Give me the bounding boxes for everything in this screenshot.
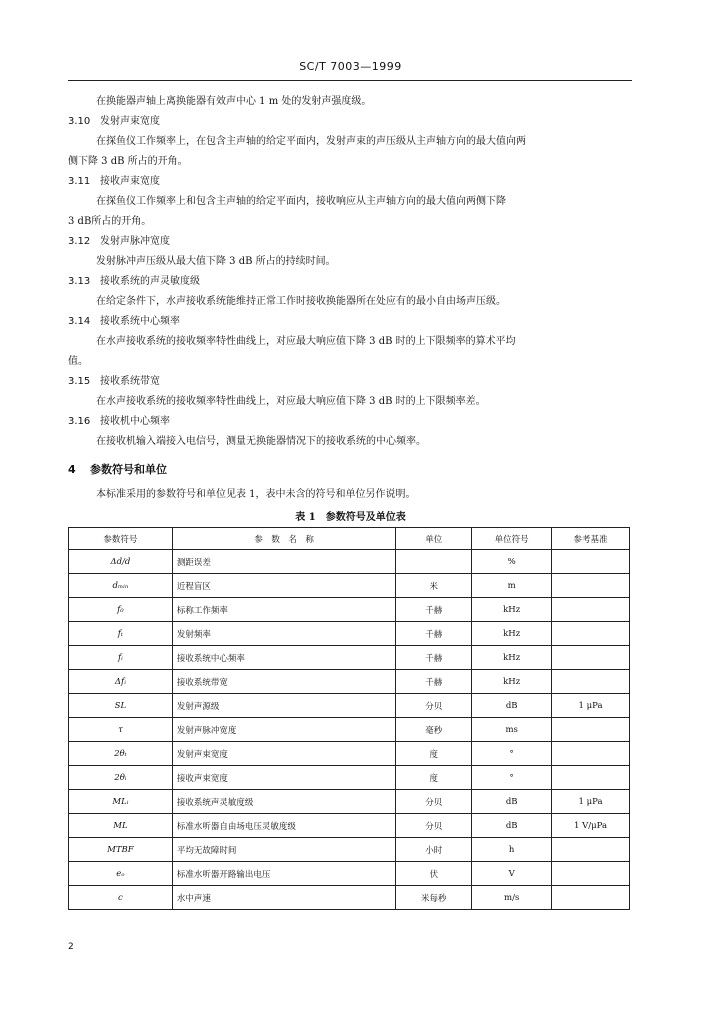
cell-name: 接收系统带宽 — [172, 670, 396, 694]
page-header: SC/T 7003—1999 — [299, 60, 402, 73]
col-header-reference: 参考基准 — [552, 528, 630, 550]
body-line — [96, 435, 662, 449]
clause-heading — [68, 235, 634, 249]
cell-reference — [552, 646, 630, 670]
cell-unit-symbol: kHz — [472, 670, 552, 694]
line-text: 3 dB所占的开角。 — [68, 216, 152, 227]
cell-unit: 千赫 — [396, 598, 472, 622]
cell-name: 接收系统中心频率 — [172, 646, 396, 670]
cell-unit: 度 — [396, 742, 472, 766]
cell-unit-symbol: ° — [472, 742, 552, 766]
cell-symbol: Δd/d — [69, 550, 173, 574]
page-number: 2 — [68, 942, 74, 952]
cell-reference — [552, 718, 630, 742]
table-row — [69, 718, 630, 742]
table-row — [69, 838, 630, 862]
cell-reference — [552, 838, 630, 862]
clause-number: 3.14 — [68, 316, 91, 327]
cell-unit-symbol: kHz — [472, 622, 552, 646]
cell-unit-symbol: dB — [472, 790, 552, 814]
table-header-row — [69, 528, 630, 550]
clause-title: 接收系统中心频率 — [100, 316, 180, 327]
table-row — [69, 574, 630, 598]
cell-symbol: SL — [69, 694, 173, 718]
line-text: 发射脉冲声压级从最大值下降 3 dB 所占的持续时间。 — [96, 256, 336, 267]
cell-reference — [552, 598, 630, 622]
cell-name: 发射频率 — [172, 622, 396, 646]
body-line — [96, 395, 662, 409]
table-row — [69, 862, 630, 886]
cell-name: 发射声脉冲宽度 — [172, 718, 396, 742]
col-header-unit-symbol: 单位符号 — [472, 528, 552, 550]
clause-title: 发射声脉冲宽度 — [100, 236, 170, 247]
cell-unit: 米 — [396, 574, 472, 598]
cell-unit: 小时 — [396, 838, 472, 862]
cell-reference — [552, 862, 630, 886]
cell-unit: 千赫 — [396, 646, 472, 670]
cell-symbol: 2θₜ — [69, 742, 173, 766]
cell-reference — [552, 766, 630, 790]
clause-number: 3.15 — [68, 376, 91, 387]
section-title: 参数符号和单位 — [90, 463, 167, 476]
body-line — [96, 195, 662, 209]
cell-symbol: 2θᵢ — [69, 766, 173, 790]
clause-title: 接收声束宽度 — [100, 176, 160, 187]
body-line — [96, 255, 662, 269]
col-header-unit: 单位 — [396, 528, 472, 550]
cell-unit-symbol: ° — [472, 766, 552, 790]
col-header-symbol: 参数符号 — [69, 528, 173, 550]
cell-name: 发射声束宽度 — [172, 742, 396, 766]
cell-unit-symbol: m/s — [472, 886, 552, 910]
cell-reference — [552, 550, 630, 574]
cell-unit: 千赫 — [396, 670, 472, 694]
parameter-table — [68, 527, 630, 910]
cell-unit-symbol: % — [472, 550, 552, 574]
body-line — [68, 155, 634, 169]
cell-reference — [552, 886, 630, 910]
cell-symbol: eₒ — [69, 862, 173, 886]
clause-title: 发射声束宽度 — [100, 116, 160, 127]
table-row — [69, 790, 630, 814]
body-line — [96, 95, 662, 109]
cell-unit: 分贝 — [396, 790, 472, 814]
cell-reference — [552, 574, 630, 598]
table-row — [69, 670, 630, 694]
table-row — [69, 814, 630, 838]
cell-reference: 1 μPa — [552, 694, 630, 718]
cell-symbol: f₀ — [69, 598, 173, 622]
cell-symbol: fₜ — [69, 622, 173, 646]
cell-name: 接收系统声灵敏度级 — [172, 790, 396, 814]
cell-name: 近程盲区 — [172, 574, 396, 598]
cell-reference — [552, 670, 630, 694]
clause-number: 3.11 — [68, 176, 91, 187]
cell-symbol: fᵢ — [69, 646, 173, 670]
cell-name: 水中声速 — [172, 886, 396, 910]
cell-unit: 分贝 — [396, 694, 472, 718]
clause-heading — [68, 115, 634, 129]
cell-unit-symbol: V — [472, 862, 552, 886]
clause-number: 3.13 — [68, 276, 91, 287]
line-text: 在水声接收系统的接收频率特性曲线上，对应最大响应值下降 3 dB 时的上下限频率差。 — [96, 396, 486, 407]
body-line — [68, 355, 634, 369]
line-text: 在给定条件下，水声接收系统能维持正常工作时接收换能器所在处应有的最小自由场声压级。 — [96, 296, 506, 307]
cell-name: 平均无故障时间 — [172, 838, 396, 862]
cell-name: 接收声束宽度 — [172, 766, 396, 790]
cell-name: 发射声源级 — [172, 694, 396, 718]
cell-symbol: dₘᵢₙ — [69, 574, 173, 598]
table-row — [69, 886, 630, 910]
cell-reference: 1 V/μPa — [552, 814, 630, 838]
cell-reference: 1 μPa — [552, 790, 630, 814]
cell-unit: 伏 — [396, 862, 472, 886]
line-text: 侧下降 3 dB 所占的开角。 — [68, 156, 188, 167]
body-line — [96, 335, 662, 349]
cell-unit-symbol: kHz — [472, 598, 552, 622]
cell-unit: 千赫 — [396, 622, 472, 646]
clause-title: 接收系统带宽 — [100, 376, 160, 387]
clause-heading — [68, 275, 634, 289]
table-row — [69, 694, 630, 718]
cell-unit: 米每秒 — [396, 886, 472, 910]
cell-symbol: ML — [69, 814, 173, 838]
col-header-name: 参 数 名 称 — [172, 528, 396, 550]
table-row — [69, 598, 630, 622]
cell-symbol: c — [69, 886, 173, 910]
cell-unit: 度 — [396, 766, 472, 790]
header-rule — [68, 80, 632, 81]
cell-name: 标准水听器自由场电压灵敏度级 — [172, 814, 396, 838]
cell-symbol: MLᵢ — [69, 790, 173, 814]
cell-unit — [396, 550, 472, 574]
cell-unit-symbol: dB — [472, 814, 552, 838]
line-text: 在换能器声轴上离换能器有效声中心 1 m 处的发射声强度级。 — [96, 96, 372, 107]
table-caption: 表 1 参数符号及单位表 — [295, 512, 406, 523]
table-row — [69, 742, 630, 766]
line-text: 在接收机输入端接入电信号，测量无换能器情况下的接收系统的中心频率。 — [96, 436, 426, 447]
cell-unit-symbol: kHz — [472, 646, 552, 670]
line-text: 在探鱼仪工作频率上和包含主声轴的给定平面内，接收响应从主声轴方向的最大值向两侧下降 — [96, 196, 506, 207]
cell-unit-symbol: m — [472, 574, 552, 598]
clause-heading — [68, 315, 634, 329]
line-text: 值。 — [68, 356, 88, 367]
cell-reference — [552, 622, 630, 646]
body-line — [96, 135, 662, 149]
clause-heading — [68, 375, 634, 389]
cell-reference — [552, 742, 630, 766]
cell-symbol: τ — [69, 718, 173, 742]
table-row — [69, 766, 630, 790]
cell-unit-symbol: h — [472, 838, 552, 862]
table-body — [69, 550, 630, 910]
table-row — [69, 622, 630, 646]
table-row — [69, 550, 630, 574]
clause-number: 3.16 — [68, 416, 91, 427]
cell-unit: 毫秒 — [396, 718, 472, 742]
line-text: 在探鱼仪工作频率上，在包含主声轴的给定平面内，发射声束的声压级从主声轴方向的最大值向两 — [96, 136, 526, 147]
clause-number: 3.10 — [68, 116, 91, 127]
cell-name: 标准水听器开路输出电压 — [172, 862, 396, 886]
clause-number: 3.12 — [68, 236, 91, 247]
section-heading — [68, 463, 634, 477]
body-line — [96, 295, 662, 309]
cell-unit-symbol: dB — [472, 694, 552, 718]
intro-text: 本标准采用的参数符号和单位见表 1，表中未含的符号和单位另作说明。 — [96, 489, 416, 500]
clause-heading — [68, 415, 634, 429]
cell-symbol: Δfᵢ — [69, 670, 173, 694]
cell-unit-symbol: ms — [472, 718, 552, 742]
line-text: 在水声接收系统的接收频率特性曲线上，对应最大响应值下降 3 dB 时的上下限频率的算术平均 — [96, 336, 516, 347]
table-row — [69, 646, 630, 670]
clause-title: 接收系统的声灵敏度级 — [100, 276, 200, 287]
cell-name: 测距误差 — [172, 550, 396, 574]
cell-symbol: MTBF — [69, 838, 173, 862]
section-number: 4 — [68, 463, 76, 476]
cell-name: 标称工作频率 — [172, 598, 396, 622]
clause-title: 接收机中心频率 — [100, 416, 170, 427]
cell-unit: 分贝 — [396, 814, 472, 838]
clause-heading — [68, 175, 634, 189]
body-line — [68, 215, 634, 229]
